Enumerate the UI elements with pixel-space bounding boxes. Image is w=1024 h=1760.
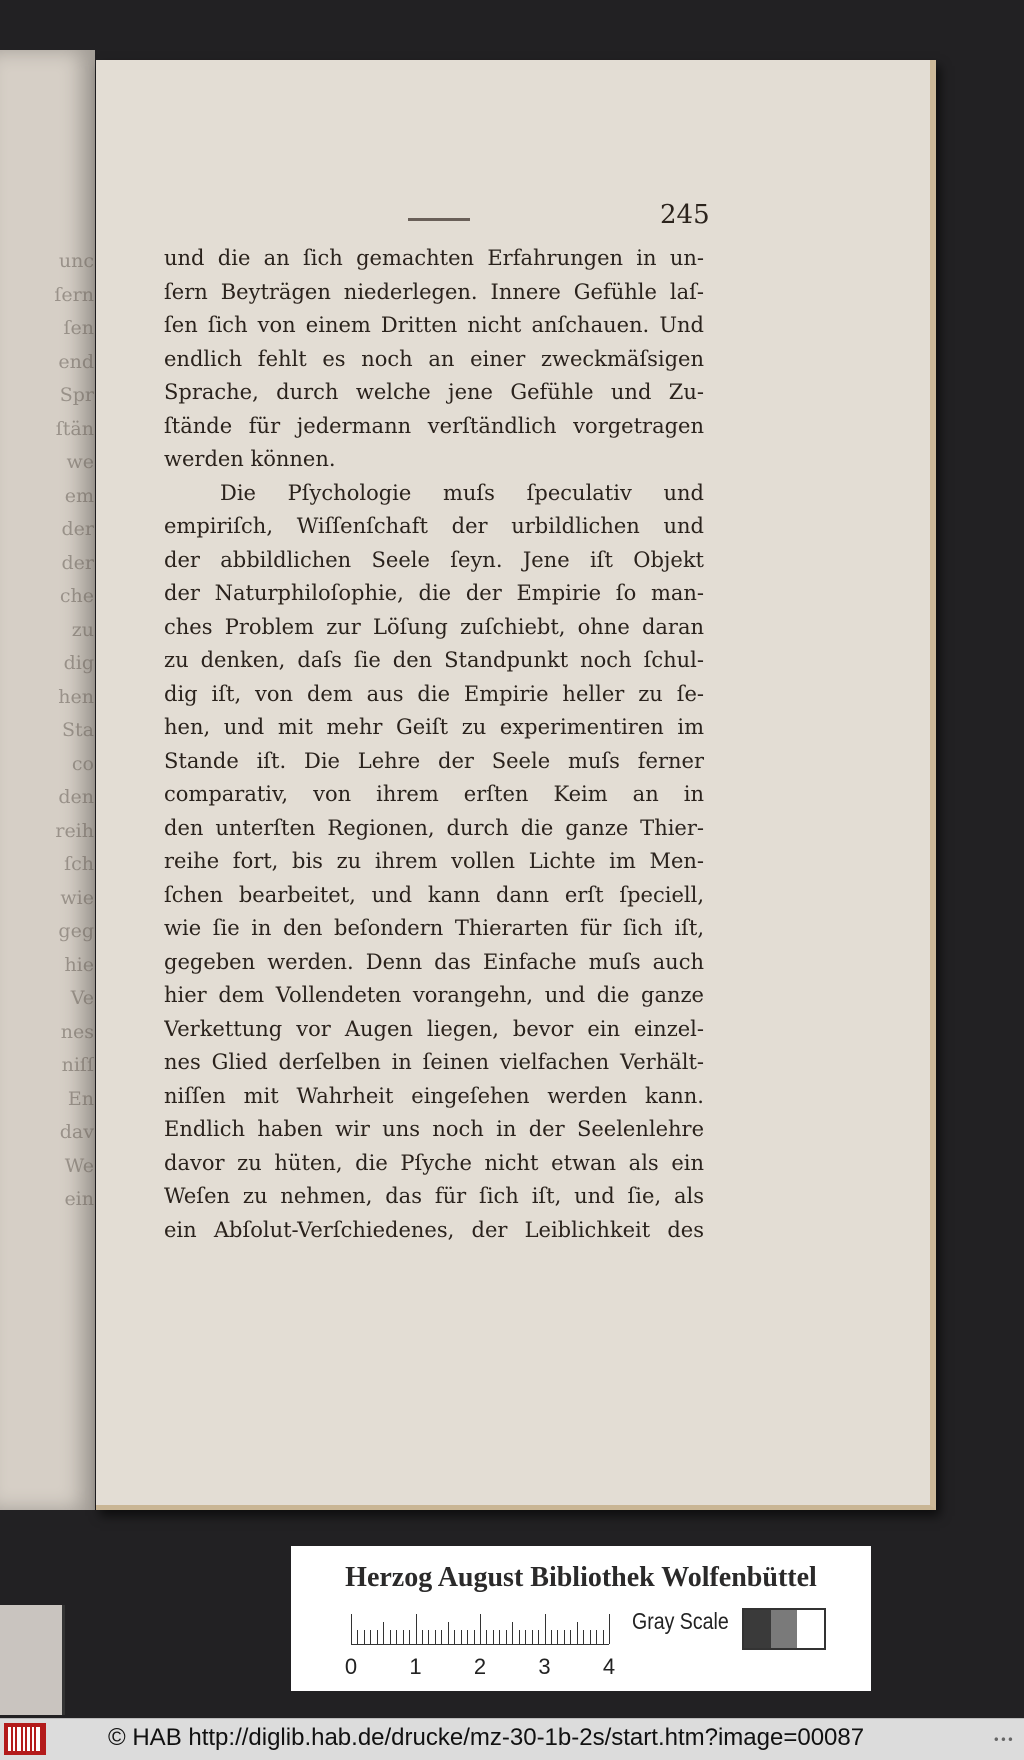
left-fragment: zu (71, 618, 94, 641)
ruler-tick (403, 1630, 404, 1644)
left-page-edge (0, 50, 95, 1510)
text-line: gegeben werden. Denn das Einfache muſs auch (164, 949, 704, 974)
header-rule (408, 218, 470, 221)
left-fragment: der (61, 551, 94, 574)
left-fragment: co (71, 752, 94, 775)
text-line: den unterſten Regionen, durch die ganze Thier- (164, 815, 704, 840)
left-fragment: hen (58, 685, 94, 708)
gray-scale-swatches (742, 1608, 826, 1650)
ruler-tick (364, 1630, 365, 1644)
ruler-tick (583, 1630, 584, 1644)
text-line: Stande iſt. Die Lehre der Seele muſs ferner (164, 748, 704, 773)
text-line: und die an ſich gemachten Erfahrungen in un- (164, 246, 704, 270)
text-line: hen, und mit mehr Geiſt zu experimentiren im (164, 715, 704, 739)
ruler-tick (577, 1622, 578, 1644)
ruler-tick (525, 1630, 526, 1644)
page-number: 245 (660, 200, 710, 230)
ruler-tick (351, 1614, 352, 1644)
ruler-tick (512, 1622, 513, 1644)
ruler-tick (519, 1630, 520, 1644)
text-line: der Naturphiloſophie, die der Empirie ſo man- (164, 581, 704, 605)
left-fragment: geg (58, 920, 94, 942)
left-fragment: dig (63, 652, 94, 674)
text-line: Weſen zu nehmen, das für ſich iſt, und ſie, als (164, 1184, 704, 1208)
left-fragment: niſſ (61, 1054, 94, 1076)
left-fragment: end (58, 350, 94, 373)
ruler-tick (499, 1630, 500, 1644)
text-line: ein Abſolut-Verſchiedenes, der Leiblichkeit des (164, 1217, 704, 1242)
ruler-baseline (351, 1644, 609, 1645)
ruler-number: 0 (344, 1654, 358, 1679)
ruler-tick (474, 1630, 475, 1644)
left-fragment: Spr (59, 384, 94, 406)
ruler-tick (461, 1630, 462, 1644)
ruler-tick (557, 1630, 558, 1644)
text-line: dig iſt, von dem aus die Empirie heller zu ſe- (164, 681, 704, 706)
left-fragment: We (64, 1154, 94, 1177)
left-fragment: Ve (70, 987, 94, 1009)
hab-barcode-logo-icon (4, 1723, 46, 1755)
ruler-tick (603, 1630, 604, 1644)
left-fragment: ein (64, 1188, 94, 1210)
footer-source-link[interactable]: © HAB http://diglib.hab.de/drucke/mz-30-1b-2s/start.htm?image=00087 (108, 1724, 865, 1751)
ruler-tick (545, 1614, 546, 1644)
ruler-tick (441, 1630, 442, 1644)
left-fragment: hie (64, 953, 94, 976)
left-fragment: Sta (62, 719, 94, 741)
ruler-tick (609, 1614, 610, 1644)
text-line: ſen ſich von einem Dritten nicht anſchauen. Und (164, 313, 704, 337)
left-fragment: wie (60, 886, 94, 909)
ruler-tick (448, 1622, 449, 1644)
ruler-tick (357, 1630, 358, 1644)
left-fragment: che (59, 585, 94, 607)
text-line: nes Glied derſelben in ſeinen vielfachen Verhält- (164, 1050, 704, 1074)
left-fragment: den (58, 786, 94, 808)
text-line: empiriſch, Wiſſenſchaft der urbildlichen und (164, 514, 704, 538)
library-label-card (291, 1546, 871, 1691)
ruler-tick (538, 1630, 539, 1644)
left-fragment: ſern (54, 283, 94, 306)
left-page-bottom-strip (0, 1605, 65, 1715)
ruler-tick (480, 1614, 481, 1644)
ruler-tick (564, 1630, 565, 1644)
left-fragment: ſen (63, 317, 94, 339)
left-fragment: unc (58, 250, 94, 272)
ruler-number: 2 (473, 1654, 487, 1679)
gray-swatch (797, 1610, 824, 1648)
text-line: Endlich haben wir uns noch in der Seelenlehre (164, 1117, 704, 1141)
text-line: ſern Beyträgen niederlegen. Innere Gefühle laſ- (164, 279, 704, 304)
text-line: wie ſie in den beſondern Thierarten für ſich iſt, (164, 916, 704, 940)
text-line: niſſen mit Wahrheit eingeſehen werden kann. (164, 1083, 704, 1108)
text-line: zu denken, daſs ſie den Standpunkt noch ſchul- (164, 648, 704, 672)
left-fragment: ſch (64, 853, 94, 875)
book-page (96, 60, 936, 1510)
left-page-text-fragments (4, 245, 94, 1217)
library-title: Herzog August Bibliothek Wolfenbüttel (345, 1562, 817, 1593)
text-line: ſchen bearbeitet, und kann dann erſt ſpeciell, (164, 882, 704, 907)
ruler-number: 3 (538, 1654, 551, 1679)
text-line: Sprache, durch welche jene Gefühle und Zu- (164, 380, 704, 404)
ruler-tick (532, 1630, 533, 1644)
gray-scale-label: Gray Scale (632, 1608, 729, 1634)
scale-ruler (351, 1608, 609, 1648)
ruler-tick (416, 1614, 417, 1644)
ruler-tick (467, 1630, 468, 1644)
left-fragment: En (67, 1087, 94, 1110)
text-line: werden können. (164, 447, 336, 471)
text-line: ches Problem zur Löſung zuſchiebt, ohne daran (164, 614, 704, 639)
ruler-number: 4 (602, 1654, 616, 1679)
text-line: Die Pſychologie muſs ſpeculativ und (220, 480, 704, 505)
gray-swatch (744, 1610, 771, 1648)
left-fragment: reih (55, 819, 94, 842)
left-fragment: dav (59, 1121, 94, 1143)
ruler-tick (435, 1630, 436, 1644)
text-line: comparativ, von ihrem erſten Keim an in (164, 782, 704, 806)
ruler-tick (486, 1630, 487, 1644)
left-fragment: nes (60, 1020, 94, 1043)
ruler-tick (596, 1630, 597, 1644)
ruler-tick (570, 1630, 571, 1644)
ruler-tick (428, 1630, 429, 1644)
text-line: endlich fehlt es noch an einer zweckmäſsigen (164, 346, 704, 371)
text-line: hier dem Vollendeten vorangehn, und die ganze (164, 983, 704, 1007)
text-line: der abbildlichen Seele ſeyn. Jene iſt Objekt (164, 547, 704, 572)
left-fragment: we (66, 451, 94, 473)
ruler-numbers (344, 1654, 651, 1684)
ruler-tick (390, 1630, 391, 1644)
ruler-tick (383, 1622, 384, 1644)
ruler-tick (370, 1630, 371, 1644)
viewer-footer (0, 1718, 1024, 1760)
text-line: Verkettung vor Augen liegen, bevor ein einzel- (164, 1016, 704, 1041)
ruler-tick (551, 1630, 552, 1644)
more-icon[interactable]: ••• (992, 1733, 1014, 1747)
ruler-tick (454, 1630, 455, 1644)
ruler-tick (409, 1630, 410, 1644)
text-line: ſtände für jedermann verſtändlich vorgetragen (164, 413, 704, 438)
page-body-text (164, 242, 704, 1247)
ruler-number: 1 (409, 1654, 422, 1679)
text-line: davor zu hüten, die Pſyche nicht etwan als ein (164, 1150, 704, 1175)
ruler-tick (590, 1630, 591, 1644)
left-fragment: em (64, 484, 94, 507)
gray-swatch (771, 1610, 798, 1648)
text-line: reihe fort, bis zu ihrem vollen Lichte im Men- (164, 849, 704, 873)
left-fragment: der (61, 518, 94, 540)
ruler-tick (506, 1630, 507, 1644)
ruler-tick (493, 1630, 494, 1644)
ruler-tick (422, 1630, 423, 1644)
ruler-tick (377, 1630, 378, 1644)
ruler-tick (396, 1630, 397, 1644)
left-fragment: ſtän (55, 417, 94, 440)
